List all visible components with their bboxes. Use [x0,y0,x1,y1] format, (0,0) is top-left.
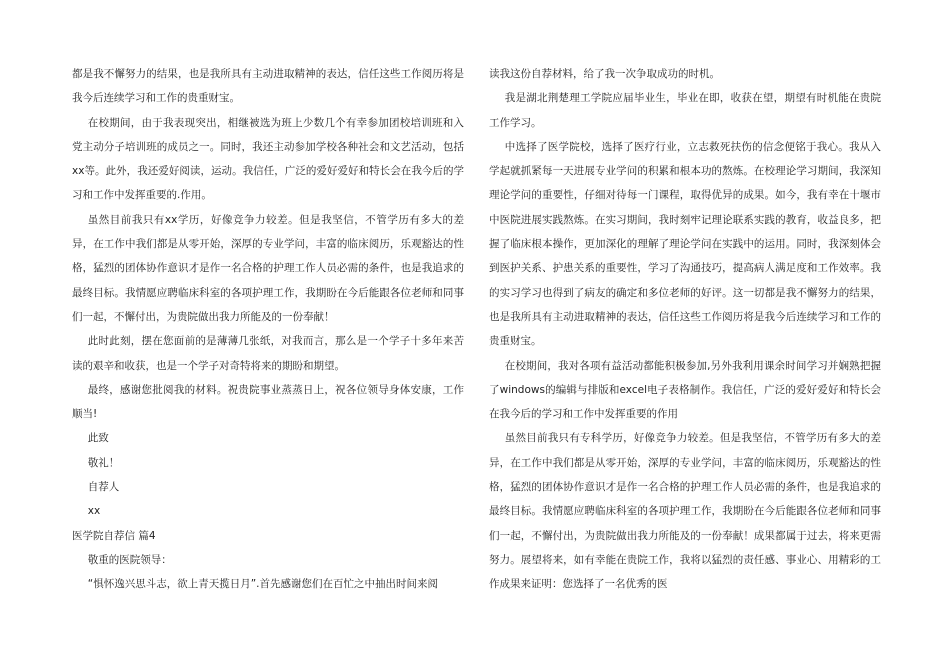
paragraph: 此时此刻，摆在您面前的是薄薄几张纸，对我而言，那么是一个学子十多年来苦读的艰辛和收获，也是一个学子对奇特将来的期盼和期望。 [72,335,464,372]
paragraph: 都是我不懈努力的结果，也是我所具有主动进取精神的表达，信任这些工作阅历将是我今后连续学习和工作的贵重财宝。 [72,68,464,105]
paragraph: 在校期间，我对各项有益活动都能积极参加,另外我利用课余时间学习并娴熟把握了windows的编辑与排版和excel电子表格制作。我信任，广泛的爱好爱好和特长会在我今后的学习和工作中发挥重要的作用 [489,359,881,421]
paragraph: 虽然目前我只有xx学历，好像竞争力较差。但是我坚信，不管学历有多大的差异，在工作中我们都是从零开始，深厚的专业学问，丰富的临床阅历，乐观豁达的性格，猛烈的团体协作意识才是作一名合格的护理工作人员必需的条件，也是我追求的最终目标。我情愿应聘临床科室的各项护理工作，我期盼在今后能跟各位老师和同事们一起，不懈付出，为贵院做出我力所能及的一份奉献！ [72,213,464,323]
paragraph: 我是湖北荆楚理工学院应届毕业生，毕业在即，收获在望，期望有时机能在贵院工作学习。 [489,92,881,129]
paragraph: 在校期间，由于我表现突出，相继被选为班上少数几个有幸参加团校培训班和入党主动分子培训班的成员之一。同时，我还主动参加学校各种社会和文艺活动，包括xx等。此外，我还爱好阅读，运动。我信任，广泛的爱好爱好和特长会在我今后的学习和工作中发挥重要的.作用。 [72,116,464,202]
paragraph: 最终，感谢您批阅我的材料。祝贵院事业蒸蒸日上，祝各位领导身体安康，工作顺当! [72,383,464,421]
left-column [72,62,464,597]
closing-line: 敬礼！ [87,456,120,469]
closing-line: xx [87,505,101,518]
closing-line: 自荐人 [87,481,120,494]
paragraph: 读我这份自荐材料，给了我一次争取成功的时机。 [489,68,720,80]
section-title: 医学院自荐信 篇4 [72,529,156,542]
right-column [489,62,881,597]
paragraph: “惧怀逸兴思斗志，欲上青天揽日月”.首先感谢您们在百忙之中抽出时间来阅 [87,578,438,591]
salutation: 敬重的医院领导： [87,553,172,566]
paragraph: 虽然目前我只有专科学历，好像竞争力较差。但是我坚信，不管学历有多大的差异，在工作中我们都是从零开始，深厚的专业学问，丰富的临床阅历，乐观豁达的性格，猛烈的团体协作意识才是作一名合格的护理工作人员必需的条件，也是我追求的最终目标。我情愿应聘临床科室的各项护理工作，我期盼在今后能跟各位老师和同事们一起，不懈付出，为贵院做出我力所能及的一份奉献！成果都属于过去，将来更需努力。展望将来，如有幸能在贵院工作，我将以猛烈的责任感、事业心、用精彩的工作成果来证明：您选择了一名优秀的医 [489,432,881,591]
closing-line: 此致 [87,432,109,445]
paragraph: 中选择了医学院校，选择了医疗行业，立志救死扶伤的信念便铭于我心。我从入学起就抓紧每一天进展专业学问的积累和根本功的熬炼。在校理论学习期间，我深知理论学问的重要性，仔细对待每一门课程，取得优异的成果。如今，我有幸在十堰市中医院进展实践熬炼。在实习期间，我时刻牢记理论联系实践的教育，收益良多，把握了临床根本操作，更加深化的理解了理论学问在实践中的运用。同时，我深刻体会到医护关系、护患关系的重要性，学习了沟通技巧，提高病人满足度和工作效率。我的实习学习也得到了病友的确定和多位老师的好评。这一切都是我不懈努力的结果，也是我所具有主动进取精神的表达，信任这些工作阅历将是我今后连续学习和工作的贵重财宝。 [489,140,881,348]
